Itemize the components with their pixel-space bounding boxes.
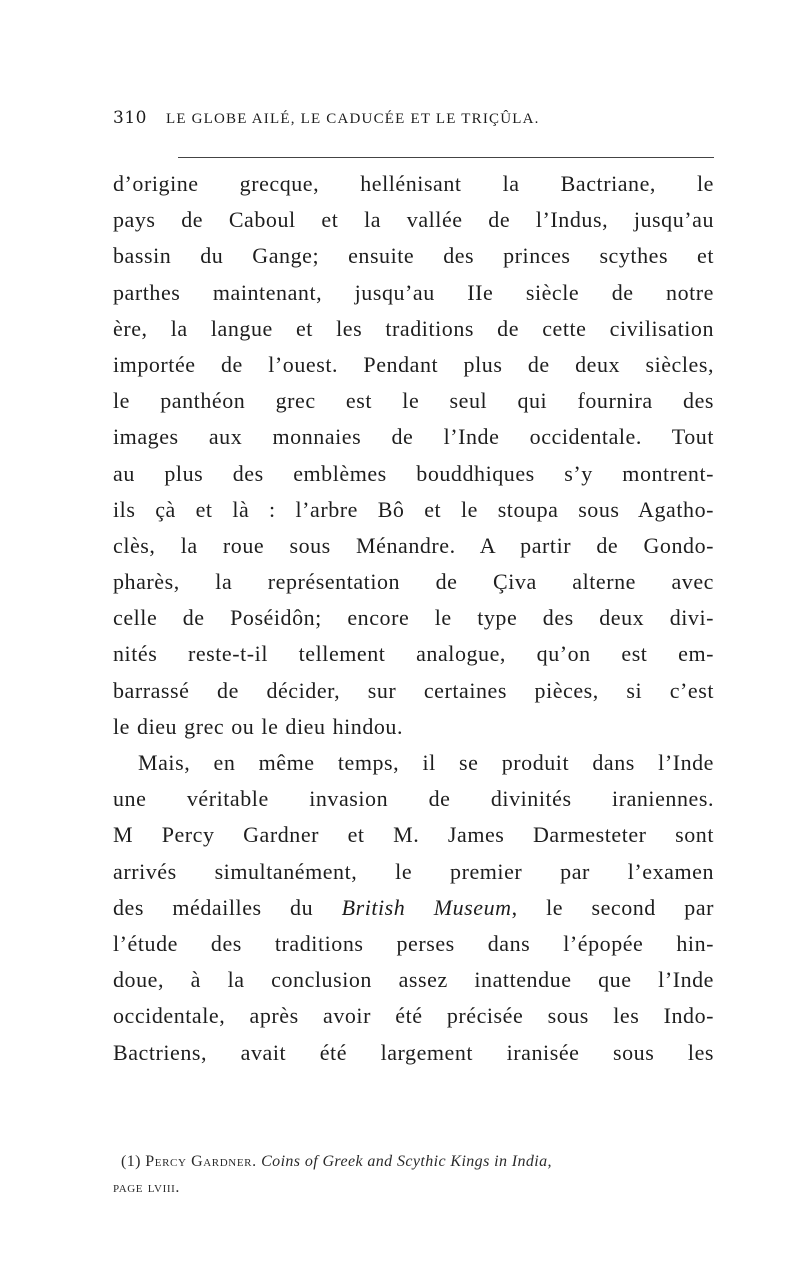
footnote-line bbox=[113, 1149, 714, 1175]
footnote-author: Percy Gardner. bbox=[145, 1153, 257, 1170]
text-line: nités reste-t-il tellement analogue, qu’on est em- bbox=[113, 641, 714, 667]
text-line: doue, à la conclusion assez inattendue que l’Inde bbox=[113, 967, 714, 993]
footnote-page-ref: page lviii. bbox=[113, 1179, 180, 1196]
page-header bbox=[113, 108, 713, 140]
text-line: celle de Poséidôn; encore le type des deux divi- bbox=[113, 605, 714, 631]
footnote-number: (1) bbox=[121, 1153, 141, 1170]
text-line-paragraph-start: Mais, en même temps, il se produit dans l’Inde bbox=[138, 750, 714, 775]
text-line: bassin du Gange; ensuite des princes scythes et bbox=[113, 243, 714, 269]
text-line: ère, la langue et les traditions de cette civilisation bbox=[113, 315, 714, 341]
text-line-paragraph-end: le dieu grec ou le dieu hindou. bbox=[113, 713, 404, 739]
text-line: le panthéon grec est le seul qui fournira des bbox=[113, 388, 714, 414]
running-title: LE GLOBE AILÉ, LE CADUCÉE ET LE TRIÇÛLA. bbox=[165, 111, 540, 127]
text-line: au plus des emblèmes bouddhiques s’y montrent- bbox=[113, 460, 714, 486]
footnote-title: Coins of Greek and Scythic Kings in India, bbox=[261, 1153, 552, 1170]
text-line: parthes maintenant, jusqu’au IIe siècle de notre bbox=[113, 279, 714, 305]
text-line: barrassé de décider, sur certaines pièces, si c’est bbox=[113, 677, 714, 703]
text-line: M Percy Gardner et M. James Darmesteter sont bbox=[113, 822, 714, 848]
text-span: des médailles du bbox=[113, 894, 314, 920]
page-number: 310 bbox=[113, 108, 147, 128]
text-line-with-italic bbox=[113, 890, 714, 926]
text-line: clès, la roue sous Ménandre. A partir de Gondo- bbox=[113, 532, 714, 558]
text-line: occidentale, après avoir été précisée sous les Indo- bbox=[113, 1003, 714, 1029]
header-rule bbox=[178, 157, 714, 158]
text-line: pharès, la représentation de Çiva alterne avec bbox=[113, 569, 714, 595]
text-line: importée de l’ouest. Pendant plus de deux siècles, bbox=[113, 351, 714, 377]
text-line: une véritable invasion de divinités iraniennes. bbox=[113, 786, 714, 812]
text-line: ils çà et là : l’arbre Bô et le stoupa sous Agatho- bbox=[113, 496, 714, 522]
text-line: images aux monnaies de l’Inde occidentale. Tout bbox=[113, 424, 714, 450]
text-line: arrivés simultanément, le premier par l’examen bbox=[113, 858, 714, 884]
text-span: , le second par bbox=[511, 894, 715, 920]
footnote bbox=[113, 1149, 714, 1201]
text-line: d’origine grecque, hellénisant la Bactriane, le bbox=[113, 171, 714, 196]
text-line: pays de Caboul et la vallée de l’Indus, jusqu’au bbox=[113, 207, 714, 233]
text-line: l’étude des traditions perses dans l’épopée hin- bbox=[113, 930, 714, 956]
text-line: Bactriens, avait été largement iranisée sous les bbox=[113, 1039, 714, 1065]
italic-title-british-museum: British Museum bbox=[341, 894, 512, 920]
footnote-line bbox=[113, 1175, 714, 1201]
body-text bbox=[113, 166, 714, 1071]
